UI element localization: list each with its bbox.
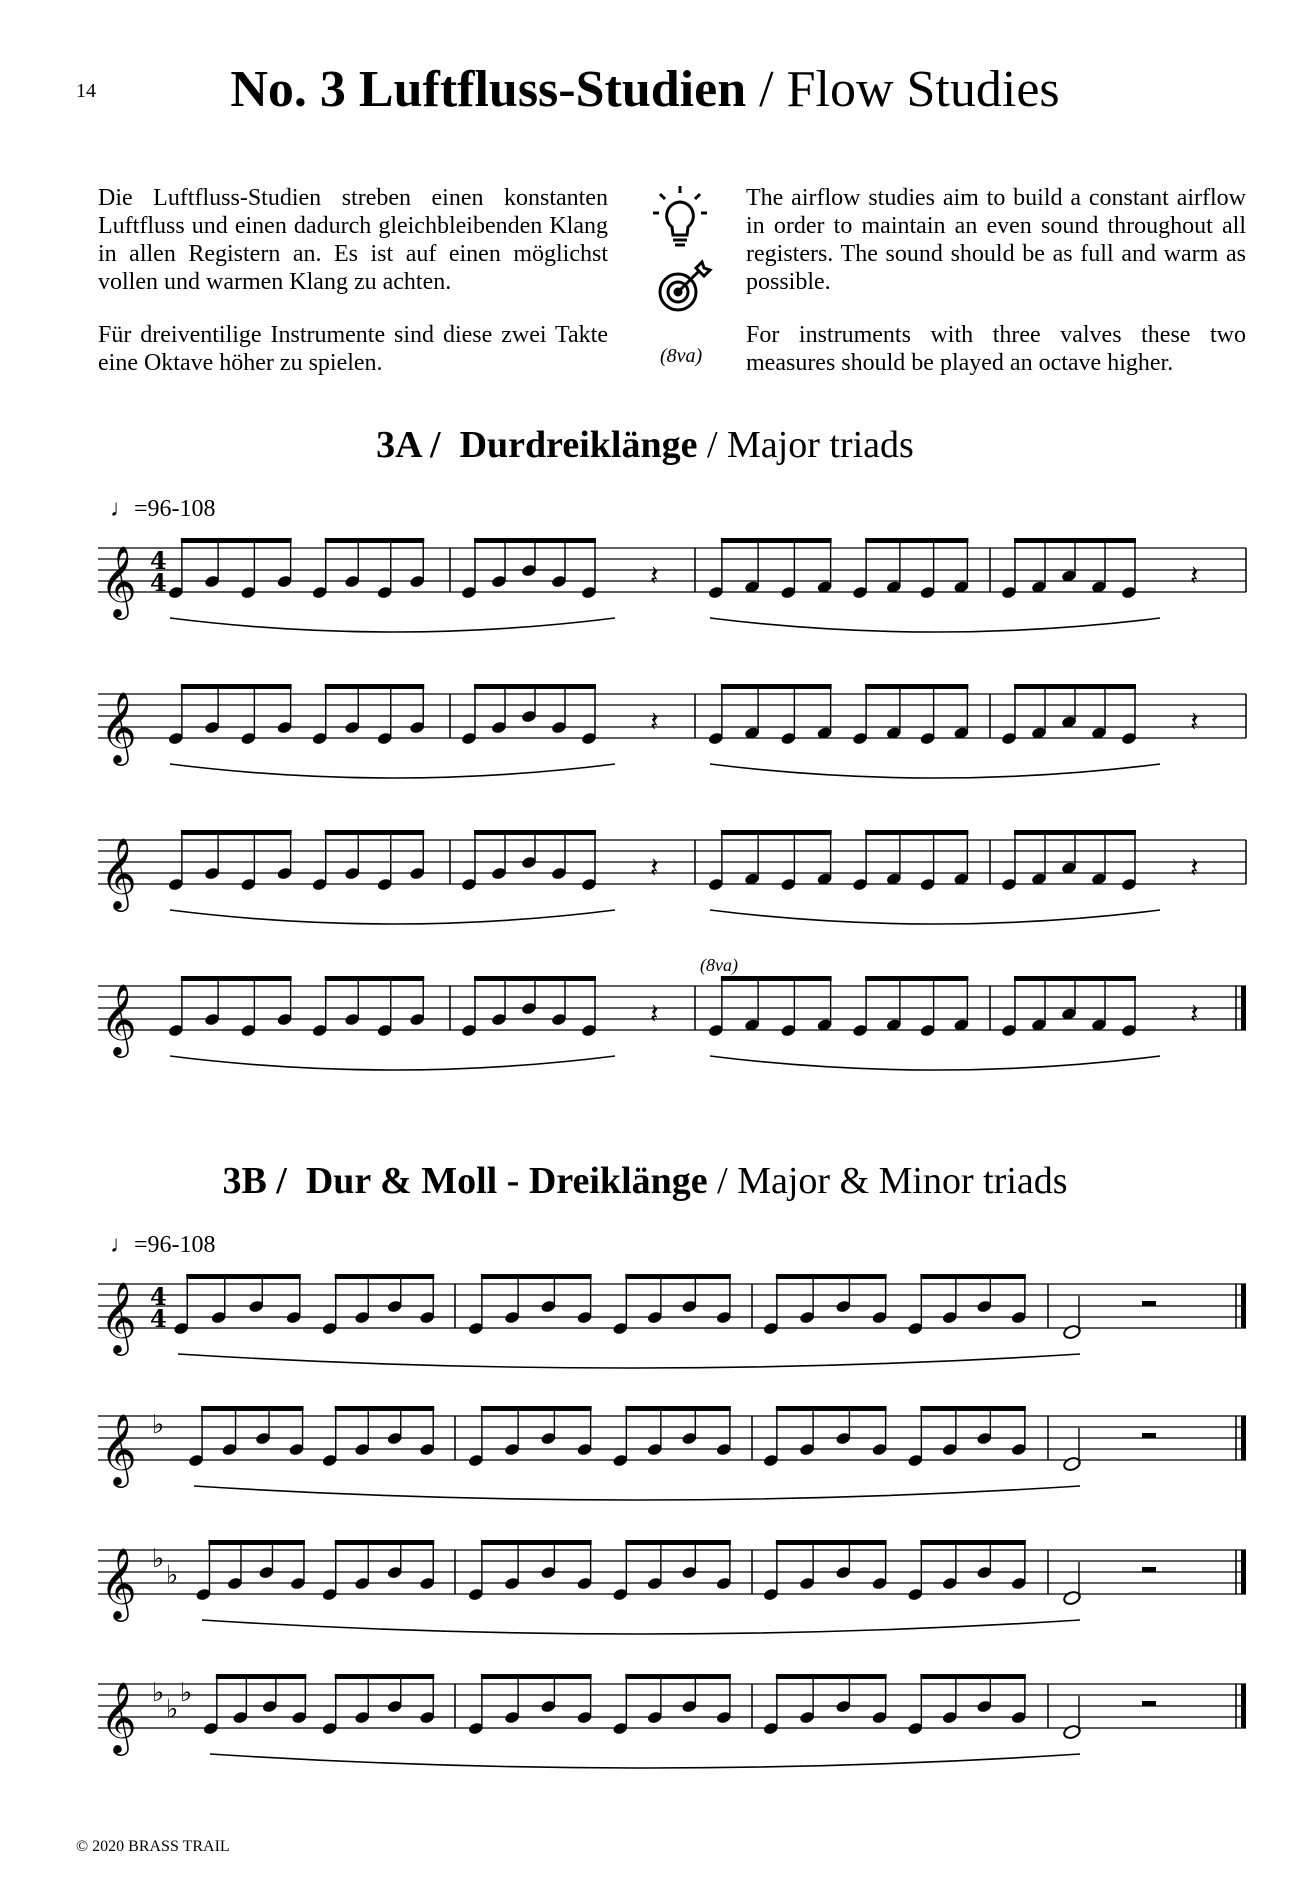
section-a-title-rest: / Major triads [706, 424, 914, 466]
key-signature-flat: ♭ [166, 1694, 179, 1725]
beam [865, 538, 968, 543]
key-signature-flat: ♭ [152, 1544, 165, 1574]
intro-de-paragraph-1: Die Luftfluss-Studien streben einen konstanten Luftfluss und einen dadurch gleichbleibenden Klang in allen Registern an. Es ist auf einen möglichst vollen und warmen Klang zu achten. [98, 185, 608, 295]
beam [625, 1406, 731, 1411]
half-rest [1142, 1701, 1156, 1706]
half-rest [1142, 1567, 1156, 1572]
beam [776, 1540, 887, 1545]
treble-clef: 𝄞 [100, 1280, 137, 1353]
slur [710, 910, 1160, 924]
beam [474, 830, 596, 835]
beam [1014, 684, 1136, 689]
beam [181, 830, 292, 835]
slur [202, 1620, 1080, 1634]
quarter-rest: 𝄽 [650, 851, 659, 884]
beam [920, 1274, 1026, 1279]
quarter-rest: 𝄽 [650, 559, 659, 592]
beam [201, 1406, 303, 1411]
slur [170, 1056, 615, 1070]
slur [710, 764, 1160, 778]
page-number: 14 [76, 80, 96, 102]
half-rest [1142, 1433, 1156, 1438]
beam [186, 1274, 301, 1279]
treble-clef: 𝄞 [100, 1680, 137, 1753]
key-signature-flat: ♭ [152, 1678, 165, 1708]
time-signature-bottom: 4 [150, 1304, 167, 1333]
beam [335, 1274, 435, 1279]
slur [710, 618, 1160, 632]
beam [721, 976, 832, 981]
beam [181, 976, 292, 981]
beam [865, 830, 968, 835]
final-bar-thick [1241, 1684, 1246, 1728]
treble-clef: 𝄞 [100, 690, 137, 763]
beam [481, 1406, 592, 1411]
section-a-tempo: ♩=96-108 [110, 496, 216, 522]
key-signature-flat: ♭ [180, 1678, 193, 1708]
section-a-prefix: 3A / [376, 424, 441, 466]
time-signature-top: 4 [150, 546, 167, 575]
beam [325, 538, 425, 543]
section-b-title-rest: / Major & Minor triads [717, 1160, 1068, 1202]
beam [865, 976, 968, 981]
beam [776, 1674, 887, 1679]
slur [178, 1354, 1080, 1368]
beam [335, 1674, 435, 1679]
time-signature-bottom: 4 [150, 568, 167, 597]
intro-en-paragraph-2: For instruments with three valves these two measures should be played an octave higher. [746, 322, 1246, 376]
key-signature-flat: ♭ [166, 1560, 179, 1591]
slur [170, 618, 615, 632]
beam [1014, 538, 1136, 543]
beam [625, 1274, 731, 1279]
intro-ottava-label: (8va) [660, 345, 703, 367]
section-a-tempo-text: =96-108 [134, 496, 216, 522]
final-bar-thick [1241, 1284, 1246, 1328]
page-title-bold: No. 3 Luftfluss-Studien [230, 61, 747, 118]
beam [325, 684, 425, 689]
section-a-title-bold: Durdreiklänge [459, 424, 698, 466]
slur [194, 1486, 1080, 1500]
beam [920, 1540, 1026, 1545]
slur [210, 1754, 1080, 1768]
beam [481, 1540, 592, 1545]
beam [776, 1406, 887, 1411]
treble-clef: 𝄞 [100, 982, 137, 1055]
intro-en-paragraph-1: The airflow studies aim to build a constant airflow in order to maintain an even sound throughout all registers. The sound should be as full and warm as possible. [746, 185, 1246, 295]
section-b-tempo: ♩=96-108 [110, 1232, 216, 1258]
beam [335, 1540, 435, 1545]
beam [1014, 830, 1136, 835]
time-signature-top: 4 [150, 1282, 167, 1311]
quarter-rest: 𝄽 [1190, 851, 1199, 884]
beam [216, 1674, 307, 1679]
intro-de-paragraph-2: Für dreiventilige Instrumente sind diese zwei Takte eine Oktave höher zu spielen. [98, 322, 608, 376]
quarter-rest: 𝄽 [1190, 705, 1199, 738]
final-bar-thick [1241, 986, 1246, 1030]
slur [710, 1056, 1160, 1070]
copyright-footer: © 2020 BRASS TRAIL [76, 1838, 230, 1855]
beam [474, 684, 596, 689]
beam [721, 684, 832, 689]
beam [474, 538, 596, 543]
beam [481, 1274, 592, 1279]
quarter-rest: 𝄽 [1190, 559, 1199, 592]
beam [1014, 976, 1136, 981]
beam [181, 538, 292, 543]
beam [776, 1274, 887, 1279]
beam [474, 976, 596, 981]
final-bar-thick [1241, 1416, 1246, 1460]
quarter-rest: 𝄽 [650, 705, 659, 738]
section-b-prefix: 3B / [222, 1160, 287, 1202]
beam [865, 684, 968, 689]
key-signature-flat: ♭ [152, 1410, 165, 1440]
beam [920, 1406, 1026, 1411]
half-rest [1142, 1301, 1156, 1306]
section-b-title-bold: Dur & Moll - Dreiklänge [305, 1160, 708, 1202]
beam [325, 976, 425, 981]
slur [170, 764, 615, 778]
beam [335, 1406, 435, 1411]
beam [625, 1674, 731, 1679]
beam [721, 830, 832, 835]
treble-clef: 𝄞 [100, 1546, 137, 1619]
section-a-ottava-label: (8va) [700, 955, 738, 975]
section-b-tempo-text: =96-108 [134, 1232, 216, 1258]
treble-clef: 𝄞 [100, 544, 137, 617]
slur [170, 910, 615, 924]
page-title-rest: / Flow Studies [746, 61, 1060, 118]
beam [325, 830, 425, 835]
beam [181, 684, 292, 689]
beam [920, 1674, 1026, 1679]
beam [208, 1540, 305, 1545]
treble-clef: 𝄞 [100, 836, 137, 909]
treble-clef: 𝄞 [100, 1412, 137, 1485]
quarter-rest: 𝄽 [650, 997, 659, 1030]
final-bar-thick [1241, 1550, 1246, 1594]
beam [625, 1540, 731, 1545]
quarter-rest: 𝄽 [1190, 997, 1199, 1030]
beam [721, 538, 832, 543]
beam [481, 1674, 592, 1679]
